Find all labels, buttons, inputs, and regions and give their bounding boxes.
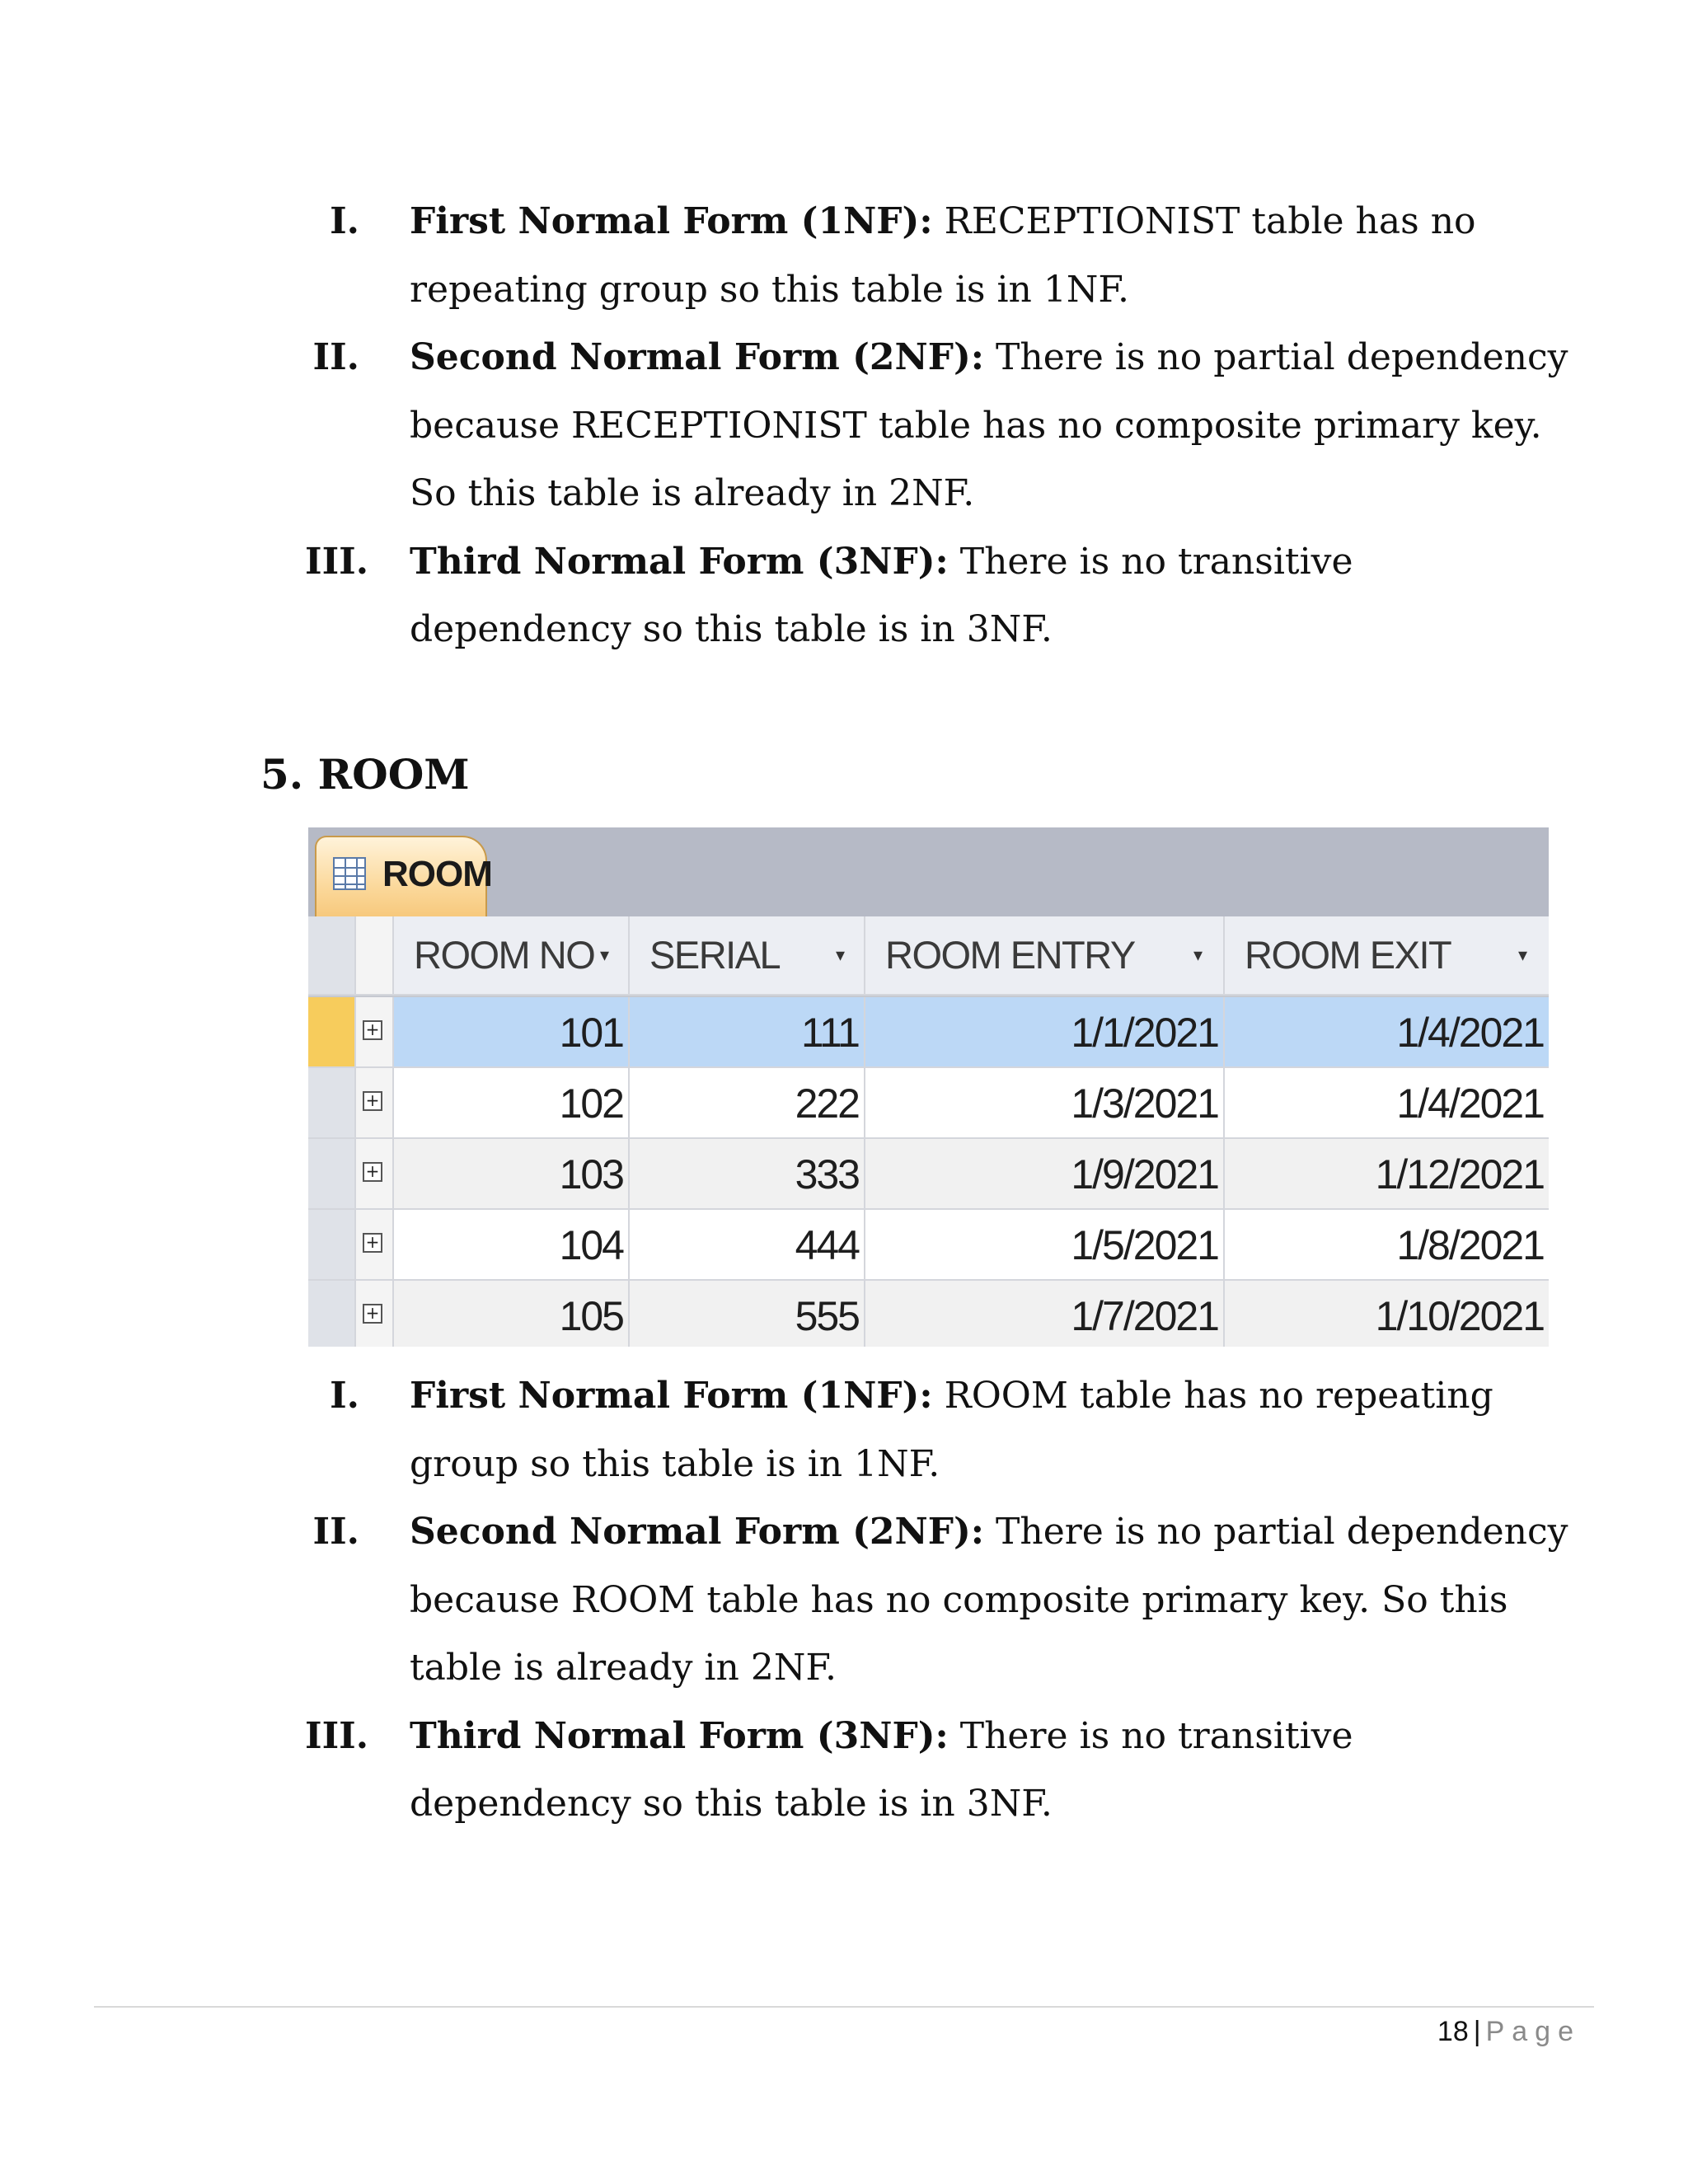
cell-serial[interactable]: 333 [630, 1139, 865, 1210]
cell-room-no[interactable]: 103 [394, 1139, 630, 1210]
expander-cell [356, 997, 394, 1068]
expander-header [356, 916, 394, 996]
record-selector[interactable] [308, 1281, 356, 1347]
tab-room[interactable] [315, 836, 492, 921]
column-header-serial[interactable] [630, 916, 865, 996]
list-item-3nf [305, 528, 1574, 664]
dropdown-arrow-icon[interactable]: ▾ [600, 944, 610, 965]
page-number: 18 [1437, 2016, 1469, 2047]
expand-plus-icon[interactable]: + [363, 1020, 382, 1040]
roman-numeral: I. [330, 1375, 359, 1417]
normal-form-term: Second Normal Form (2NF): [410, 1511, 985, 1553]
footer-divider [94, 2006, 1594, 2008]
normal-form-term: Third Normal Form (3NF): [410, 540, 949, 583]
section-heading: 5. ROOM [260, 750, 470, 799]
normal-form-text: There is no partial dependency because RECEPTIONIST table has no composite primary key. So this table is already in 2NF. [410, 336, 1568, 514]
expand-plus-icon[interactable]: + [363, 1091, 382, 1111]
cell-room-exit-date[interactable]: 1/12/2021 [1225, 1139, 1549, 1210]
cell-room-entry-date[interactable]: 1/7/2021 [865, 1281, 1225, 1347]
datasheet-grid [308, 916, 1549, 1347]
cell-room-entry-date[interactable]: 1/1/2021 [865, 997, 1225, 1068]
normal-form-term: Second Normal Form (2NF): [410, 336, 985, 378]
normal-form-text: ROOM table has no repeating group so this table is in 1NF. [410, 1375, 1493, 1485]
header-row [308, 916, 1549, 997]
cell-serial[interactable]: 555 [630, 1281, 865, 1347]
table-row[interactable] [308, 997, 1549, 1068]
column-label: ROOM NO [414, 933, 595, 977]
roman-numeral: I. [330, 200, 359, 242]
list-item-2nf [305, 1498, 1574, 1703]
record-selector[interactable] [308, 1210, 356, 1281]
page-label: Page [1485, 2016, 1581, 2047]
normal-form-text: There is no transitive dependency so this table is in 3NF. [410, 540, 1353, 650]
cell-room-exit-date[interactable]: 1/10/2021 [1225, 1281, 1549, 1347]
record-selector[interactable] [308, 997, 356, 1068]
receptionist-normal-forms-list [305, 188, 1574, 664]
table-icon [333, 857, 366, 890]
expand-plus-icon[interactable]: + [363, 1162, 382, 1182]
table-row[interactable] [308, 1210, 1549, 1281]
expander-cell [356, 1139, 394, 1210]
normal-form-term: First Normal Form (1NF): [410, 200, 933, 242]
normal-form-term: First Normal Form (1NF): [410, 1375, 933, 1417]
list-item-3nf [305, 1703, 1574, 1839]
roman-numeral: III. [305, 1714, 369, 1757]
expander-cell [356, 1210, 394, 1281]
list-item-1nf [305, 188, 1574, 324]
cell-serial[interactable]: 222 [630, 1068, 865, 1139]
select-all-corner[interactable] [308, 916, 356, 996]
expand-plus-icon[interactable]: + [363, 1233, 382, 1253]
cell-room-no[interactable]: 105 [394, 1281, 630, 1347]
expand-plus-icon[interactable]: + [363, 1304, 382, 1324]
room-table-screenshot [308, 827, 1549, 1347]
dropdown-arrow-icon[interactable]: ▾ [1518, 944, 1528, 965]
cell-room-entry-date[interactable]: 1/9/2021 [865, 1139, 1225, 1210]
footer-separator: | [1473, 2016, 1481, 2047]
room-normal-forms-list [305, 1362, 1574, 1839]
cell-room-exit-date[interactable]: 1/4/2021 [1225, 997, 1549, 1068]
list-item-1nf [305, 1362, 1574, 1498]
column-header-room-entry-date[interactable] [865, 916, 1225, 996]
cell-room-entry-date[interactable]: 1/3/2021 [865, 1068, 1225, 1139]
normal-form-text: RECEPTIONIST table has no repeating group so this table is in 1NF. [410, 200, 1476, 311]
expander-cell [356, 1068, 394, 1139]
roman-numeral: III. [305, 540, 369, 583]
page-footer [1437, 2011, 1581, 2052]
tab-label: ROOM [382, 854, 492, 894]
column-label: ROOM EXIT [1245, 933, 1451, 977]
table-row[interactable] [308, 1139, 1549, 1210]
grid-body [308, 997, 1549, 1347]
normal-form-text: There is no transitive dependency so this table is in 3NF. [410, 1714, 1353, 1825]
dropdown-arrow-icon[interactable]: ▾ [836, 944, 846, 965]
cell-room-exit-date[interactable]: 1/8/2021 [1225, 1210, 1549, 1281]
roman-numeral: II. [312, 336, 359, 378]
column-header-room-exit-date[interactable] [1225, 916, 1549, 996]
cell-room-no[interactable]: 104 [394, 1210, 630, 1281]
normal-form-term: Third Normal Form (3NF): [410, 1714, 949, 1757]
cell-serial[interactable]: 444 [630, 1210, 865, 1281]
cell-room-exit-date[interactable]: 1/4/2021 [1225, 1068, 1549, 1139]
expander-cell [356, 1281, 394, 1347]
column-label: ROOM ENTRY [885, 933, 1134, 977]
column-header-room-no[interactable] [394, 916, 630, 996]
dropdown-arrow-icon[interactable]: ▾ [1193, 944, 1203, 965]
table-row[interactable] [308, 1281, 1549, 1347]
normal-form-text: There is no partial dependency because ROOM table has no composite primary key. So this table is already in 2NF. [410, 1511, 1568, 1689]
table-row[interactable] [308, 1068, 1549, 1139]
list-item-2nf [305, 324, 1574, 528]
cell-room-no[interactable]: 102 [394, 1068, 630, 1139]
roman-numeral: II. [312, 1511, 359, 1553]
column-label: SERIAL [649, 933, 781, 977]
cell-room-no[interactable]: 101 [394, 997, 630, 1068]
cell-serial[interactable]: 111 [630, 997, 865, 1068]
record-selector[interactable] [308, 1068, 356, 1139]
cell-room-entry-date[interactable]: 1/5/2021 [865, 1210, 1225, 1281]
record-selector[interactable] [308, 1139, 356, 1210]
